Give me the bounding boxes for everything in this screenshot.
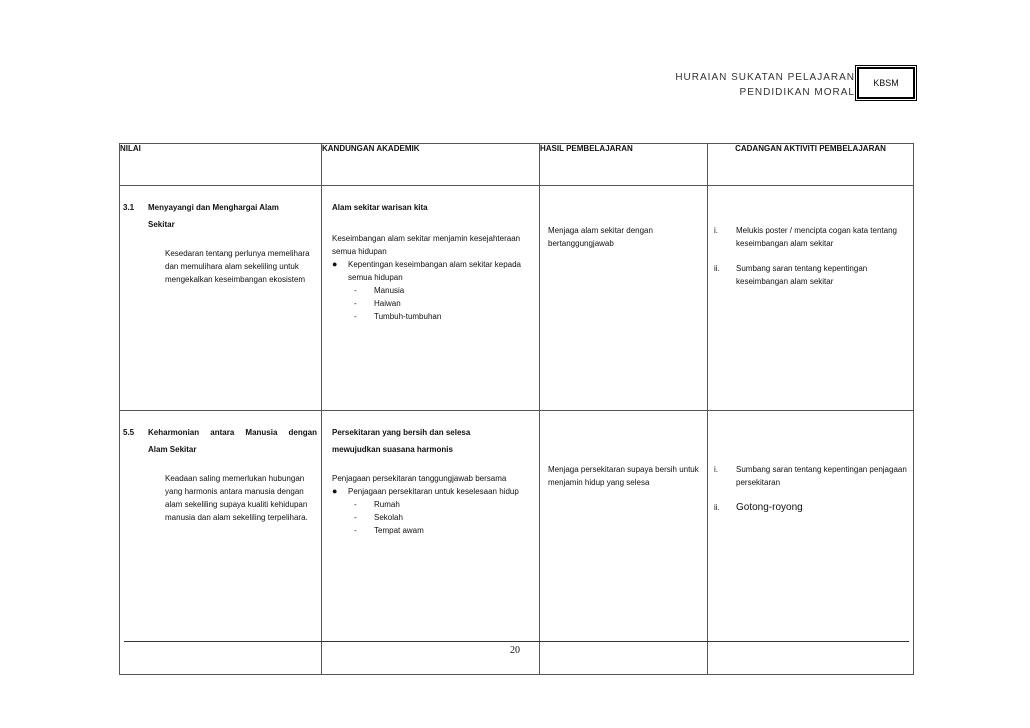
nilai-title [120,424,321,458]
column-header-kandungan: KANDUNGAN AKADEMIK [322,144,540,186]
nilai-number: 3.1 [123,203,135,212]
nilai-title-line-1: Keharmonian antara Manusia dengan [148,428,317,437]
column-header-nilai: NILAI [120,144,322,186]
syllabus-table [119,143,914,675]
hasil-cell [540,186,708,411]
hasil-cell [540,411,708,675]
list-item: - Haiwan [354,299,401,308]
nilai-number: 5.5 [123,428,135,437]
nilai-title-line-2: Alam Sekitar [148,445,197,454]
kandungan-title [332,199,535,216]
kandungan-title [332,424,535,458]
column-header-hasil: HASIL PEMBELAJARAN [540,144,708,186]
header-line-2: PENDIDIKAN MORAL [739,87,855,98]
table-row [120,411,914,675]
list-item: - Rumah [354,500,400,509]
bullet-icon: ● [332,486,338,496]
footer-divider [124,641,909,642]
nilai-cell [120,411,322,675]
kandungan-intro: Penjagaan persekitaran tanggungjawab bersama [332,474,507,483]
kandungan-intro: Keseimbangan alam sekitar menjamin kesejahteraan semua hidupan [332,234,521,256]
kandungan-title-line-1: Persekitaran yang bersih dan selesa [332,428,471,437]
kbsm-badge: KBSM [857,67,915,99]
nilai-title-line-1: Menyayangi dan Menghargai Alam [148,203,279,212]
list-item: ii. Gotong-royong [714,502,803,513]
column-header-aktiviti: CADANGAN AKTIVITI PEMBELAJARAN [708,144,914,186]
nilai-title-line-2: Sekitar [148,220,175,229]
hasil-text: Menjaga alam sekitar dengan bertanggungjawab [548,226,653,248]
table-header-row [120,144,914,186]
nilai-cell [120,186,322,411]
list-item: - Tempat awam [354,526,424,535]
aktiviti-cell [708,411,914,675]
nilai-description: Keadaan saling memerlukan hubungan yang harmonis antara manusia dengan alam sekeliling supaya kualiti kehidupan manusia dan alam sekeliling terpelihara. [165,474,308,522]
hasil-text: Menjaga persekitaran supaya bersih untuk menjamin hidup yang selesa [548,465,699,487]
list-item: - Tumbuh-tumbuhan [354,312,442,321]
kandungan-cell [322,411,540,675]
header-line-1: HURAIAN SUKATAN PELAJARAN [675,72,855,83]
kandungan-title-line-2: mewujudkan suasana harmonis [332,445,453,454]
page-number: 20 [510,645,520,656]
nilai-description: Kesedaran tentang perlunya memelihara dan memulihara alam sekeliling untuk mengekalkan keseimbangan ekosistem [165,249,310,284]
kandungan-bullet: ● Kepentingan keseimbangan alam sekitar kepada semua hidupan [332,259,522,282]
table-row [120,186,914,411]
list-item: i. Melukis poster / mencipta cogan kata tentang keseimbangan alam sekitar [714,226,897,248]
kandungan-cell [322,186,540,411]
list-item: - Manusia [354,286,405,295]
kandungan-title-line-1: Alam sekitar warisan kita [332,203,428,212]
list-item: i. Sumbang saran tentang kepentingan penjagaan persekitaran [714,465,907,487]
aktiviti-cell [708,186,914,411]
list-item: - Sekolah [354,513,403,522]
nilai-title [120,199,321,233]
list-item: ii. Sumbang saran tentang kepentingan keseimbangan alam sekitar [714,264,868,286]
kandungan-bullet: ● Penjagaan persekitaran untuk keselesaan hidup [332,486,519,496]
bullet-icon: ● [332,259,338,269]
document-header [675,70,855,100]
